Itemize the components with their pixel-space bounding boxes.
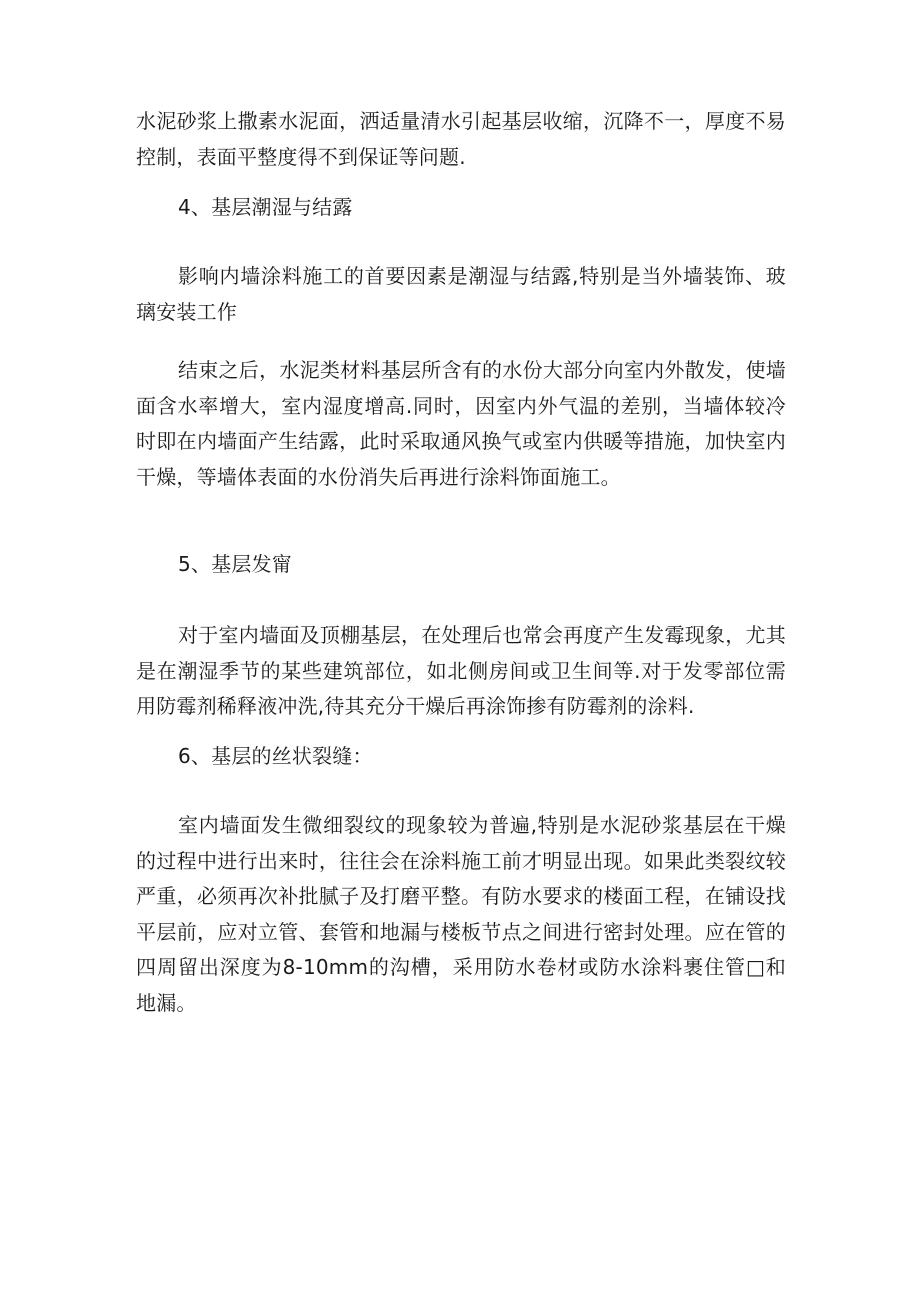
paragraph-mold: 对于室内墙面及顶棚基层，在处理后也常会再度产生发霉现象，尤其是在潮湿季节的某些建筑部位，如北侧房间或卫生间等.对于发零部位需用防霉剂稀释液冲洗,待其充分干燥后再涂饰掺有防霉剂的涂料.: [136, 623, 786, 718]
paragraph-cracks: 室内墙面发生微细裂纹的现象较为普遍,特别是水泥砂浆基层在干燥的过程中进行出来时，往往会在涂料施工前才明显出现。如果此类裂纹较严重，必须再次补批腻子及打磨平整。有防水要求的楼面工程，在铺设找平层前，应对立管、套管和地漏与楼板节点之间进行密封处理。应在管的四周留出深度为8-10mm的沟槽，采用防水卷材或防水涂料裹住管□和地漏。: [136, 813, 786, 1015]
heading-section-4: 4、基层潮湿与结露: [178, 195, 353, 219]
heading-section-5: 5、基层发甯: [178, 552, 292, 576]
heading-section-6: 6、基层的丝状裂缝：: [178, 744, 373, 768]
paragraph-base-problems-continued: 水泥砂浆上撒素水泥面，洒适量清水引起基层收缩，沉降不一，厚度不易控制，表面平整度得不到保证等问题.: [136, 109, 786, 169]
paragraph-humidity-intro: 影响内墙涂料施工的首要因素是潮湿与结露,特别是当外墙装饰、玻璃安装工作: [136, 264, 786, 324]
paragraph-humidity-detail: 结束之后，水泥类材料基层所含有的水份大部分向室内外散发，使墙面含水率增大，室内湿度增高.同时，因室内外气温的差别，当墙体较冷时即在内墙面产生结露，此时采取通风换气或室内供暖等措施，加快室内干燥，等墙体表面的水份消失后再进行涂料饰面施工。: [136, 358, 786, 489]
